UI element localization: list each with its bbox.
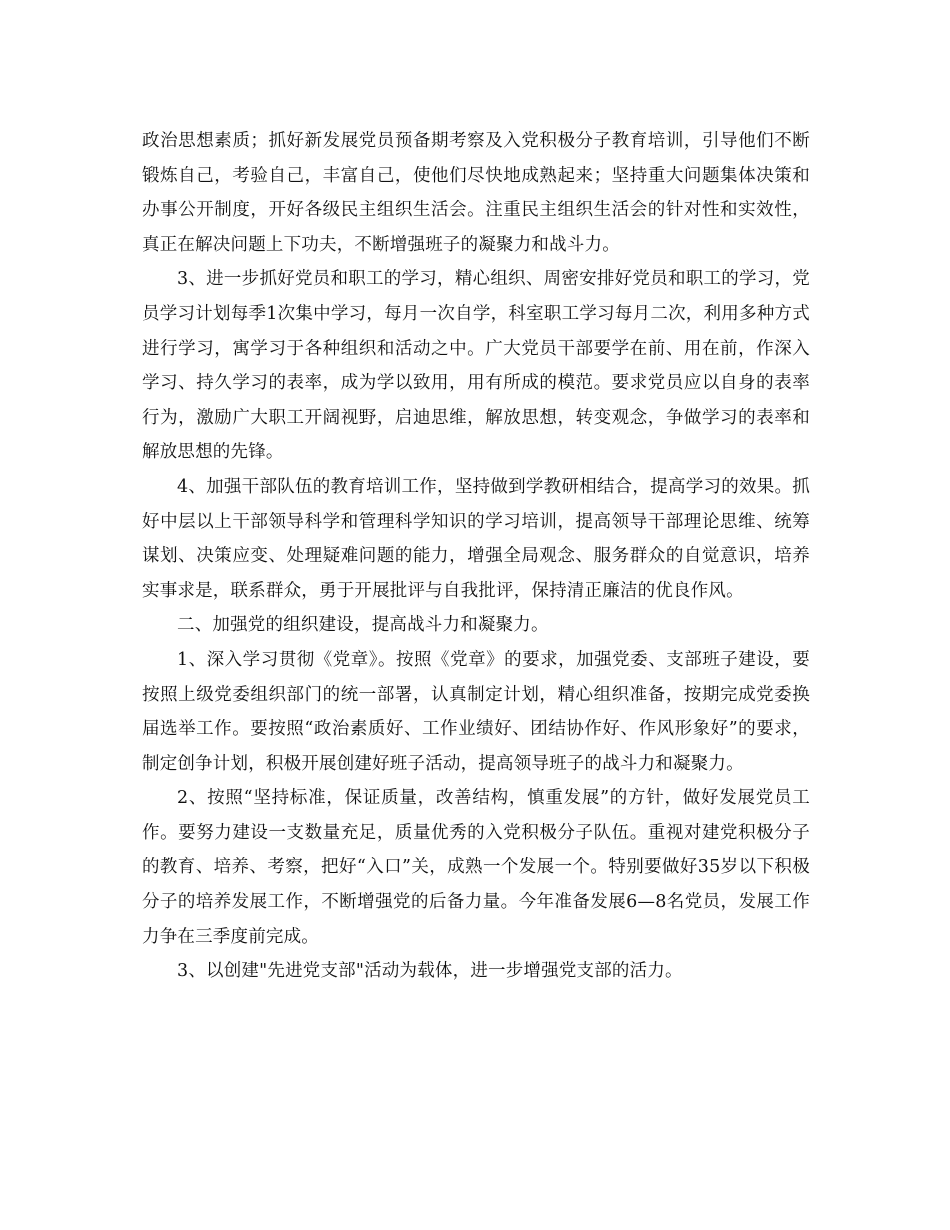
paragraph-study-plan: 3、进一步抓好党员和职工的学习，精心组织、周密安排好党员和职工的学习，党员学习计划每季1次集中学习，每月一次自学，科室职工学习每月二次，利用多种方式进行学习，寓学习于各种组织和活动之中。广大党员干部要学在前、用在前，作深入学习、持久学习的表率，成为学以致用，用有所成的模范。要求党员应以自身的表率行为，激励广大职工开阔视野，启迪思维，解放思想，转变观念，争做学习的表率和解放思想的先锋。 bbox=[142, 269, 810, 463]
document-body bbox=[142, 124, 810, 989]
paragraph-cadre-training: 4、加强干部队伍的教育培训工作，坚持做到学教研相结合，提高学习的效果。抓好中层以上干部领导科学和管理科学知识的学习培训，提高领导干部理论思维、统筹谋划、决策应变、处理疑难问题的能力，增强全局观念、服务群众的自觉意识，培养实事求是，联系群众，勇于开展批评与自我批评，保持清正廉洁的优良作风。 bbox=[142, 476, 810, 601]
paragraph-party-constitution: 1、深入学习贯彻《党章》。按照《党章》的要求，加强党委、支部班子建设，要按照上级党委组织部门的统一部署，认真制定计划，精心组织准备，按期完成党委换届选举工作。要按照“政治素质好、工作业绩好、团结协作好、作风形象好”的要求，制定创争计划，积极开展创建好班子活动，提高领导班子的战斗力和凝聚力。 bbox=[142, 649, 810, 774]
paragraph-advanced-branch: 3、以创建"先进党支部"活动为载体，进一步增强党支部的活力。 bbox=[177, 961, 683, 982]
paragraph-member-development: 2、按照“坚持标准，保证质量，改善结构，慎重发展”的方针，做好发展党员工作。要努力建设一支数量充足，质量优秀的入党积极分子队伍。重视对建党积极分子的教育、培养、考察，把好“入口”关，成熟一个发展一个。特别要做好35岁以下积极分子的培养发展工作，不断增强党的后备力量。今年准备发展6—8名党员，发展工作力争在三季度前完成。 bbox=[142, 788, 810, 947]
paragraph-political-quality: 政治思想素质；抓好新发展党员预备期考察及入党积极分子教育培训，引导他们不断锻炼自己，考验自己，丰富自己，使他们尽快地成熟起来；坚持重大问题集体决策和办事公开制度，开好各级民主组织生活会。注重民主组织生活会的针对性和实效性，真正在解决问题上下功夫，不断增强班子的凝聚力和战斗力。 bbox=[142, 131, 810, 255]
section-heading-organization: 二、加强党的组织建设，提高战斗力和凝聚力。 bbox=[177, 615, 549, 636]
